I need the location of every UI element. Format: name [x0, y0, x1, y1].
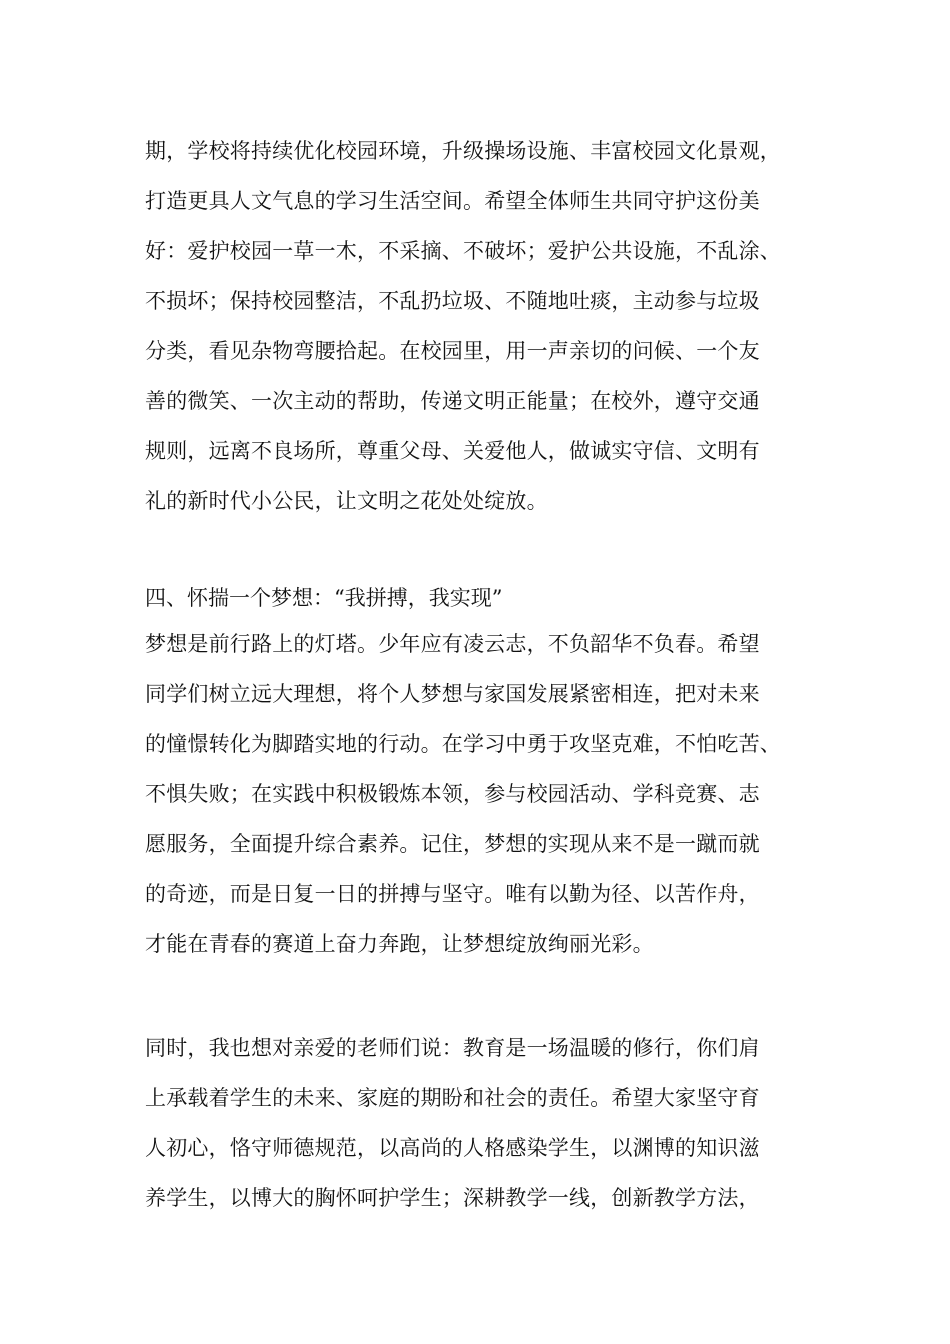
text-line: 的奇迹，而是日复一日的拼搏与坚守。唯有以勤为径、以苦作舟，: [145, 882, 760, 906]
text-line: 不惧失败；在实践中积极锻炼本领，参与校园活动、学科竞赛、志: [145, 782, 760, 806]
paragraph-campus-environment: [145, 126, 845, 526]
text-line: 规则，远离不良场所，尊重父母、关爱他人，做诚实守信、文明有: [145, 439, 760, 463]
text-line: 分类，看见杂物弯腰拾起。在校园里，用一声亲切的问候、一个友: [145, 339, 760, 363]
text-line: 期，学校将持续优化校园环境，升级操场设施、丰富校园文化景观，: [145, 139, 781, 163]
text-line: 愿服务，全面提升综合素养。记住，梦想的实现从来不是一蹴而就: [145, 832, 760, 856]
text-line: 打造更具人文气息的学习生活空间。希望全体师生共同守护这份美: [145, 189, 760, 213]
text-line: 同时，我也想对亲爱的老师们说：教育是一场温暖的修行，你们肩: [145, 1036, 760, 1060]
text-line: 养学生，以博大的胸怀呵护学生；深耕教学一线，创新教学方法，: [145, 1186, 760, 1210]
text-line: 同学们树立远大理想，将个人梦想与家国发展紧密相连，把对未来: [145, 682, 760, 706]
text-line: 礼的新时代小公民，让文明之花处处绽放。: [145, 489, 548, 513]
text-line: 才能在青春的赛道上奋力奔跑，让梦想绽放绚丽光彩。: [145, 932, 654, 956]
paragraph-teachers: [145, 1023, 845, 1223]
text-line: 人初心，恪守师德规范，以高尚的人格感染学生，以渊博的知识滋: [145, 1136, 760, 1160]
text-line: 善的微笑、一次主动的帮助，传递文明正能量；在校外，遵守交通: [145, 389, 760, 413]
text-line: 的憧憬转化为脚踏实地的行动。在学习中勇于攻坚克难，不怕吃苦、: [145, 732, 781, 756]
section-heading: 四、怀揣一个梦想：“我拼搏，我实现”: [145, 586, 503, 610]
text-line: 不损坏；保持校园整洁，不乱扔垃圾、不随地吐痰，主动参与垃圾: [145, 289, 760, 313]
text-line: 上承载着学生的未来、家庭的期盼和社会的责任。希望大家坚守育: [145, 1086, 760, 1110]
text-line: 好：爱护校园一草一木，不采摘、不破坏；爱护公共设施，不乱涂、: [145, 239, 781, 263]
text-line: 梦想是前行路上的灯塔。少年应有凌云志，不负韶华不负春。希望: [145, 632, 760, 656]
paragraph-dream: [145, 577, 845, 969]
